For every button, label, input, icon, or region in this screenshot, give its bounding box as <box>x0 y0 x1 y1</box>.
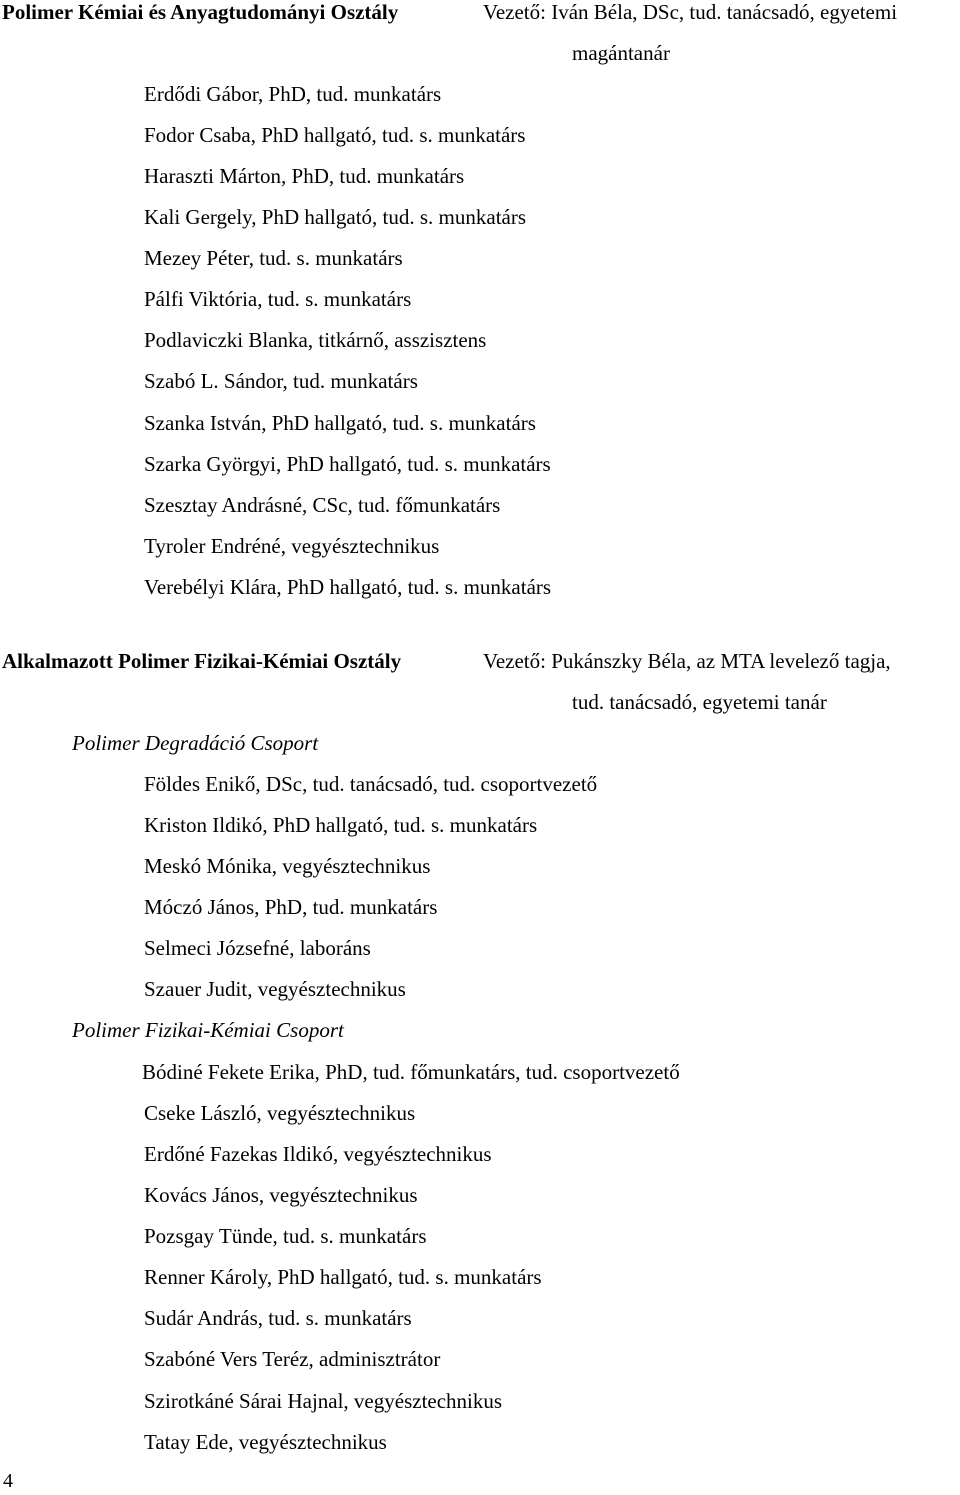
group-title: Polimer Fizikai-Kémiai Csoport <box>72 1018 344 1042</box>
group1-member: Földes Enikő, DSc, tud. tanácsadó, tud. csoportvezető <box>144 772 598 796</box>
dept1-member: Mezey Péter, tud. s. munkatárs <box>144 246 403 270</box>
dept1-member: Podlaviczki Blanka, titkárnő, asszisztens <box>144 328 487 352</box>
dept1-head-line2: magántanár <box>572 41 670 65</box>
group2-member: Szabóné Vers Teréz, adminisztrátor <box>144 1347 441 1371</box>
dept1-head-line1: Vezető: Iván Béla, DSc, tud. tanácsadó, egyetemi <box>483 0 898 24</box>
dept1-member: Fodor Csaba, PhD hallgató, tud. s. munkatárs <box>144 123 526 147</box>
group1-member: Kriston Ildikó, PhD hallgató, tud. s. munkatárs <box>144 813 538 837</box>
group1-member: Meskó Mónika, vegyésztechnikus <box>144 854 431 878</box>
dept1-member: Pálfi Viktória, tud. s. munkatárs <box>144 287 412 311</box>
group2-member: Cseke László, vegyésztechnikus <box>144 1101 416 1125</box>
dept1-member: Szanka István, PhD hallgató, tud. s. munkatárs <box>144 411 536 435</box>
dept1-member: Tyroler Endréné, vegyésztechnikus <box>144 534 440 558</box>
group2-member: Kovács János, vegyésztechnikus <box>144 1183 418 1207</box>
group2-member: Bódiné Fekete Erika, PhD, tud. főmunkatárs, tud. csoportvezető <box>142 1060 680 1084</box>
page-number: 4 <box>3 1470 13 1492</box>
dept1-member: Kali Gergely, PhD hallgató, tud. s. munkatárs <box>144 205 527 229</box>
group2-member: Renner Károly, PhD hallgató, tud. s. munkatárs <box>144 1265 542 1289</box>
dept1-member: Szarka Györgyi, PhD hallgató, tud. s. munkatárs <box>144 452 551 476</box>
dept1-member: Szabó L. Sándor, tud. munkatárs <box>144 369 418 393</box>
dept1-member: Szesztay Andrásné, CSc, tud. főmunkatárs <box>144 493 501 517</box>
dept2-head-line1: Vezető: Pukánszky Béla, az MTA levelező tagja, <box>483 649 891 673</box>
group1-member: Selmeci Józsefné, laboráns <box>144 936 371 960</box>
dept2-head-line2: tud. tanácsadó, egyetemi tanár <box>572 690 827 714</box>
group2-member: Tatay Ede, vegyésztechnikus <box>144 1430 387 1454</box>
group2-member: Sudár András, tud. s. munkatárs <box>144 1306 412 1330</box>
dept1-member: Erdődi Gábor, PhD, tud. munkatárs <box>144 82 442 106</box>
dept1-title: Polimer Kémiai és Anyagtudományi Osztály <box>2 0 399 24</box>
dept1-member: Verebélyi Klára, PhD hallgató, tud. s. munkatárs <box>144 575 552 599</box>
dept2-title: Alkalmazott Polimer Fizikai-Kémiai Osztály <box>2 649 402 673</box>
group1-member: Móczó János, PhD, tud. munkatárs <box>144 895 438 919</box>
group-title: Polimer Degradáció Csoport <box>72 731 319 755</box>
dept1-member: Haraszti Márton, PhD, tud. munkatárs <box>144 164 465 188</box>
group2-member: Pozsgay Tünde, tud. s. munkatárs <box>144 1224 427 1248</box>
group1-member: Szauer Judit, vegyésztechnikus <box>144 977 406 1001</box>
group2-member: Erdőné Fazekas Ildikó, vegyésztechnikus <box>144 1142 492 1166</box>
group2-member: Szirotkáné Sárai Hajnal, vegyésztechnikus <box>144 1389 503 1413</box>
